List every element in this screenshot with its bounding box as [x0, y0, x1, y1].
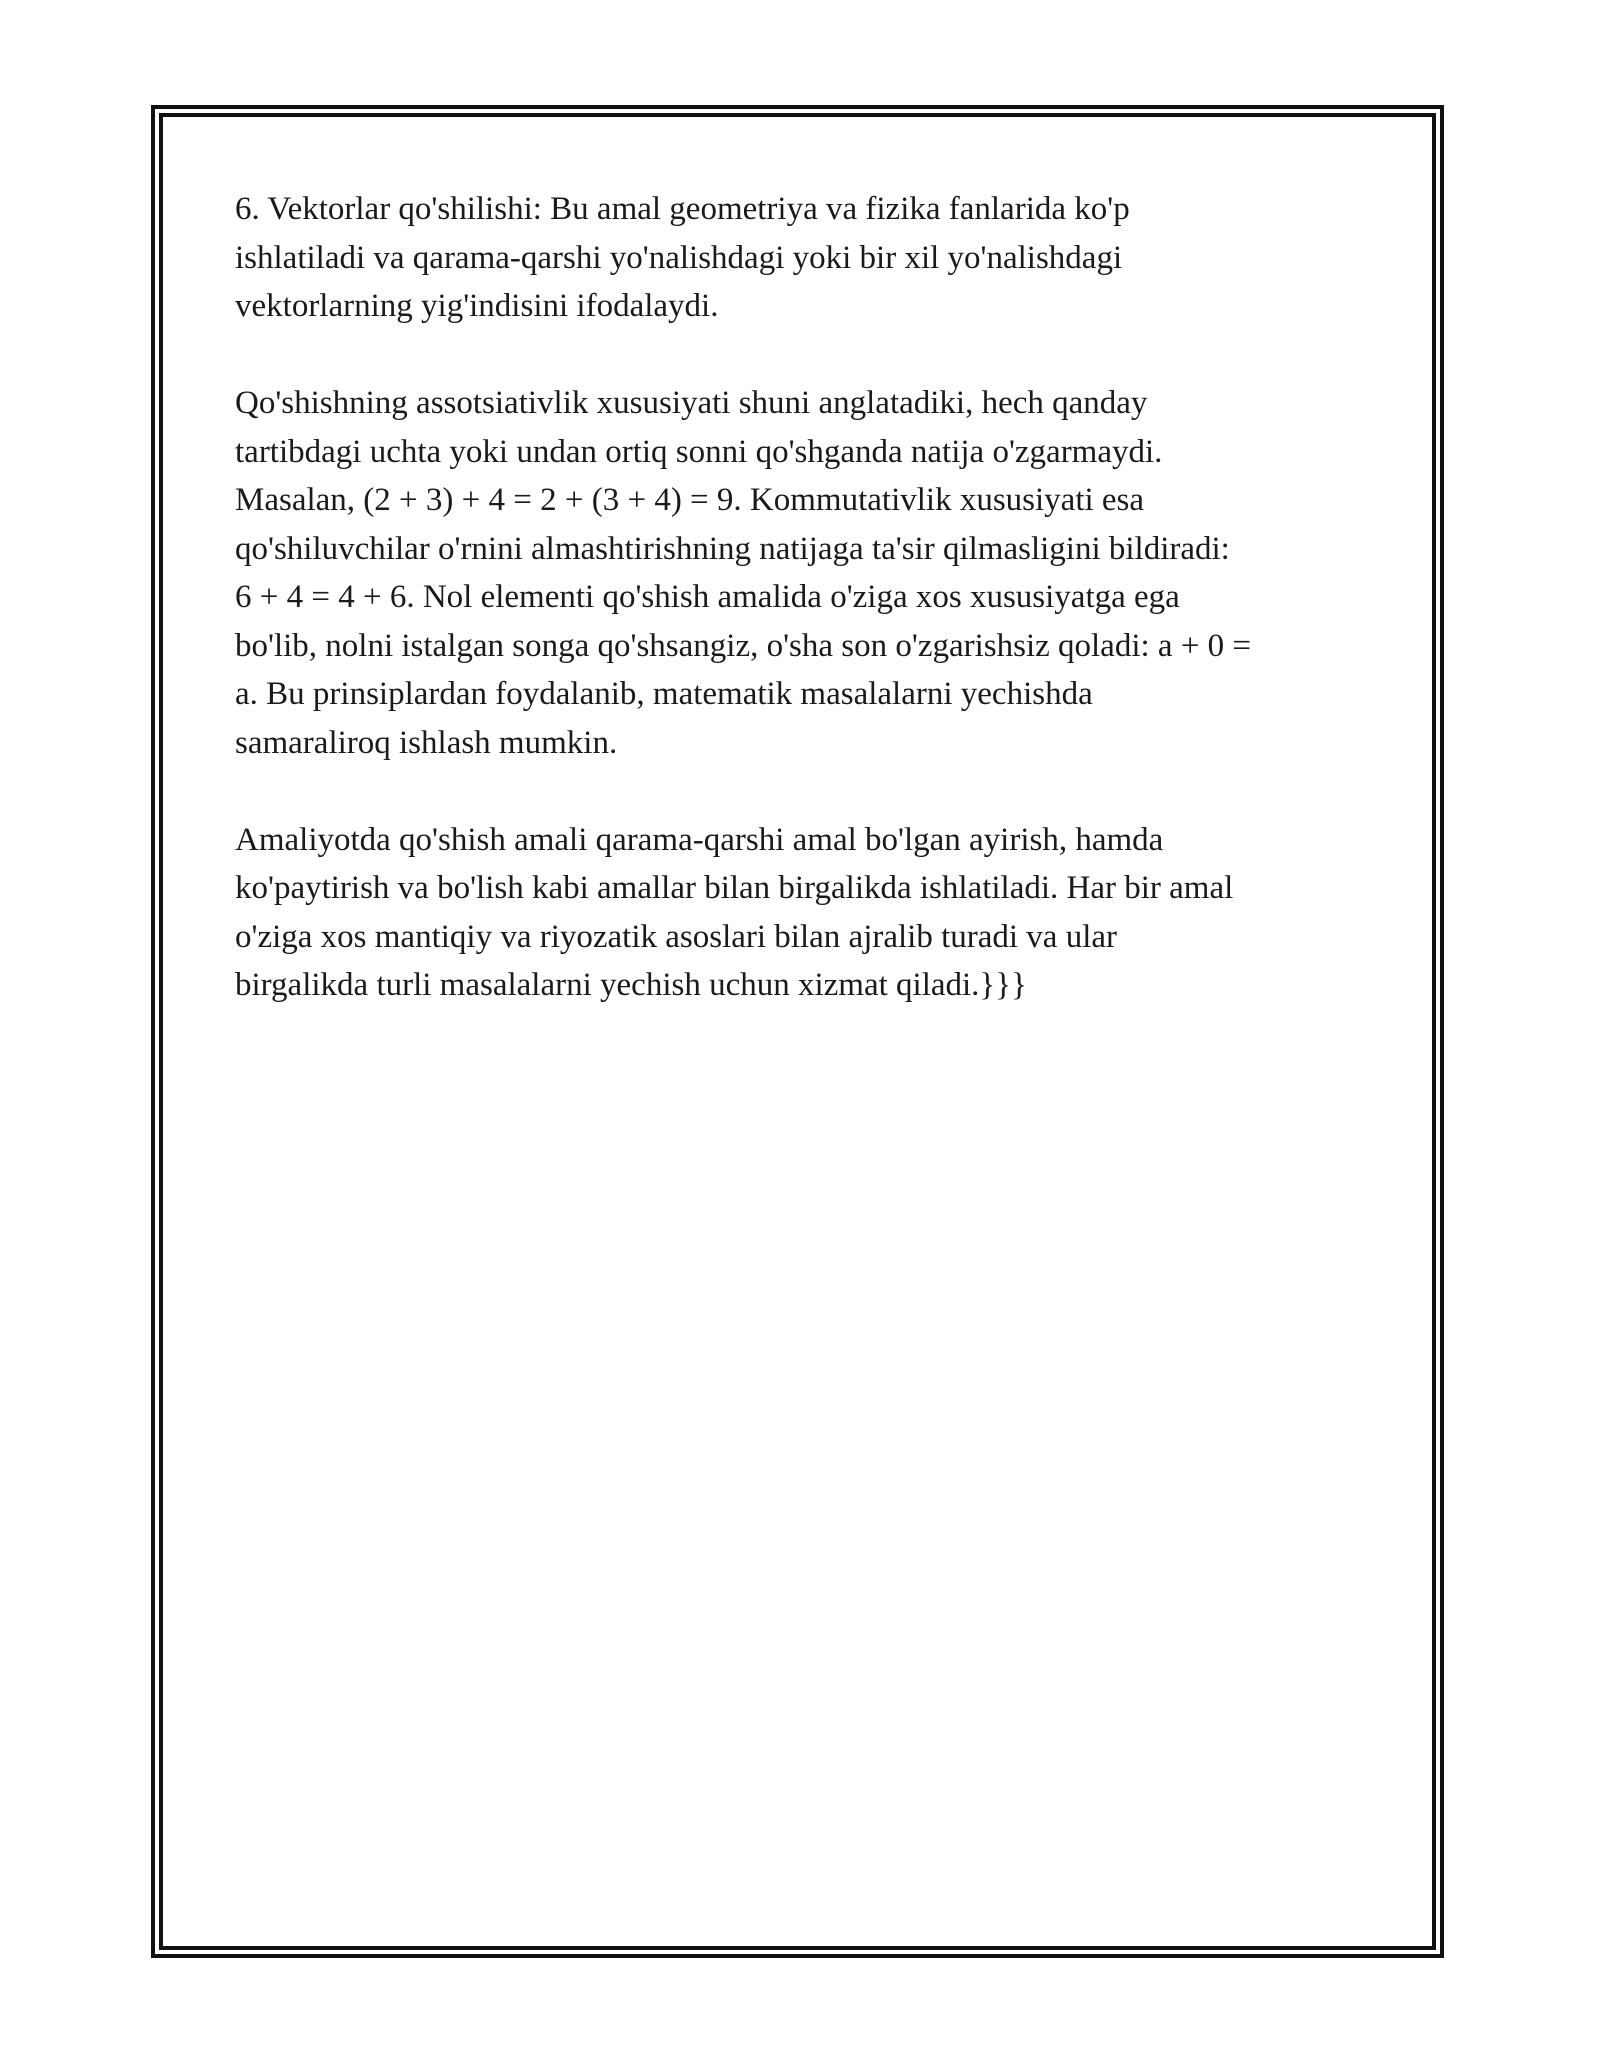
text-line: ko'paytirish va bo'lish kabi amallar bilan birgalikda ishlatiladi. Har bir amal	[235, 870, 1234, 906]
text-line: Masalan, (2 + 3) + 4 = 2 + (3 + 4) = 9. Kommutativlik xususiyati esa	[235, 482, 1145, 518]
text-line: o'ziga xos mantiqiy va riyozatik asoslari bilan ajralib turadi va ular	[235, 918, 1118, 955]
text-line: Amaliyotda qo'shish amali qarama-qarshi amal bo'lgan ayirish, hamda	[235, 821, 1164, 858]
text-line: samaraliroq ishlash mumkin.	[235, 724, 618, 761]
paragraph-practice	[235, 816, 1375, 1010]
text-line: 6. Vektorlar qo'shilishi: Bu amal geometriya va fizika fanlarida ko'p	[235, 191, 1130, 227]
text-line: qo'shiluvchilar o'rnini almashtirishning natijaga ta'sir qilmasligini bildiradi:	[235, 530, 1230, 567]
text-line: tartibdagi uchta yoki undan ortiq sonni qo'shganda natija o'zgarmaydi.	[235, 433, 1163, 470]
text-line: ishlatiladi va qarama-qarshi yo'nalishdagi yoki bir xil yo'nalishdagi	[235, 239, 1123, 276]
text-line: 6 + 4 = 4 + 6. Nol elementi qo'shish amalida o'ziga xos xususiyatga ega	[235, 579, 1180, 615]
text-line: Qo'shishning assotsiativlik xususiyati shuni anglatadiki, hech qanday	[235, 385, 1148, 421]
document-body	[235, 185, 1375, 1058]
paragraph-addition-properties	[235, 379, 1375, 767]
text-line: a. Bu prinsiplardan foydalanib, matematik masalalarni yechishda	[235, 676, 1093, 712]
text-line: vektorlarning yig'indisini ifodalaydi.	[235, 288, 719, 324]
paragraph-vector-addition	[235, 185, 1375, 331]
text-line: bo'lib, nolni istalgan songa qo'shsangiz, o'sha son o'zgarishsiz qoladi: a + 0 =	[235, 627, 1252, 664]
text-line: birgalikda turli masalalarni yechish uchun xizmat qiladi.}}}	[235, 967, 1027, 1003]
